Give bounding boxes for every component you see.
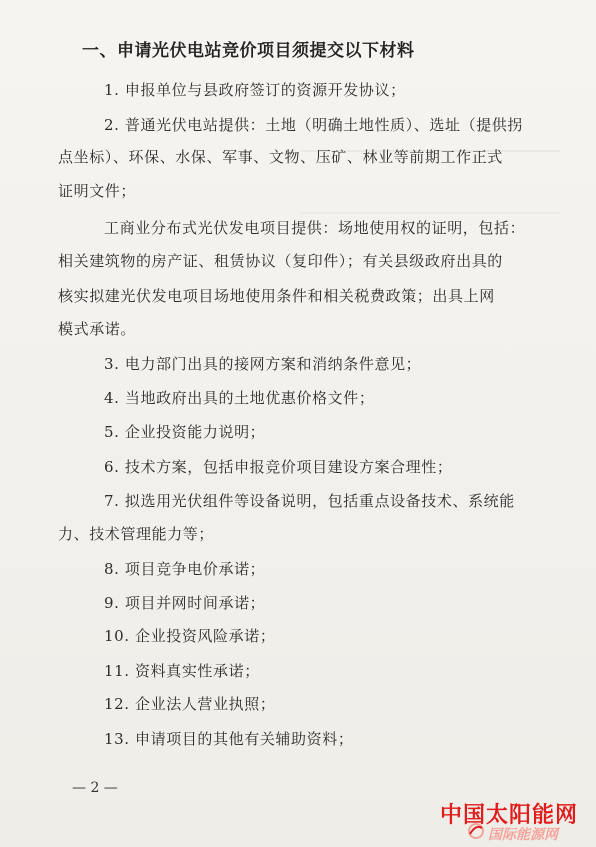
watermark-title: 中国太阳能网 (440, 803, 579, 828)
list-item-2-cont-1: 点坐标）、环保、水保、军事、文物、压矿、林业等前期工作正式 (58, 148, 503, 166)
paragraph-line-1: 工商业分布式光伏发电项目提供：场地使用权的证明，包括： (104, 219, 526, 237)
watermark-logo-icon (466, 822, 486, 840)
list-item-10: 10. 企业投资风险承诺； (104, 627, 276, 645)
list-item-7-cont: 力、技术管理能力等； (58, 525, 215, 543)
watermark-subtitle: 国际能源网 (488, 827, 558, 843)
list-item-8: 8. 项目竞争电价承诺； (104, 560, 266, 578)
page-number: — 2 — (72, 780, 118, 796)
section-heading: 一、申请光伏电站竞价项目须提交以下材料 (82, 41, 415, 61)
list-item-7: 7. 拟选用光伏组件等设备说明，包括重点设备技术、系统能 (104, 492, 515, 510)
list-item-13: 13. 申请项目的其他有关辅助资料； (104, 730, 354, 748)
list-item-2: 2. 普通光伏电站提供：土地（明确土地性质）、选址（提供拐 (104, 116, 523, 134)
list-item-9: 9. 项目并网时间承诺； (104, 594, 266, 612)
paragraph-line-2: 相关建筑物的房产证、租赁协议（复印件）；有关县级政府出具的 (58, 252, 503, 270)
list-item-6: 6. 技术方案，包括申报竞价项目建设方案合理性； (104, 458, 453, 476)
list-item-4: 4. 当地政府出具的土地优惠价格文件； (104, 389, 375, 407)
list-item-11: 11. 资料真实性承诺； (104, 662, 260, 680)
paragraph-line-4: 模式承诺。 (58, 320, 137, 338)
paragraph-line-3: 核实拟建光伏发电项目场地使用条件和相关税费政策；出具上网 (58, 287, 495, 305)
list-item-12: 12. 企业法人营业执照； (104, 695, 276, 713)
list-item-3: 3. 电力部门出具的接网方案和消纳条件意见； (104, 355, 422, 373)
list-item-1: 1. 申报单位与县政府签订的资源开发协议； (104, 81, 406, 99)
list-item-5: 5. 企业投资能力说明； (104, 423, 266, 441)
list-item-2-cont-2: 证明文件； (58, 182, 137, 200)
